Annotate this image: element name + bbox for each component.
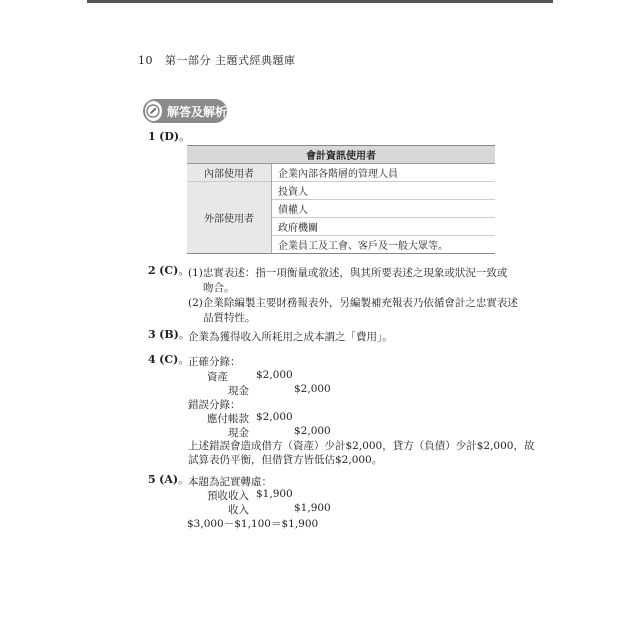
journal-credit-account: 收入 xyxy=(228,504,249,516)
q3-text: 企業為獲得收入所耗用之成本謂之「費用」。 xyxy=(188,331,393,343)
internal-users-label: 內部使用者 xyxy=(187,164,272,182)
info-users-table xyxy=(187,145,495,254)
question-number: 3 xyxy=(148,328,156,341)
page-number: 10 xyxy=(138,54,153,67)
pencil-icon xyxy=(145,101,162,121)
answer-choice: (C) xyxy=(159,264,179,277)
table-row xyxy=(187,164,495,182)
journal-debit-amount: $2,000 xyxy=(256,411,293,423)
internal-users-item: 企業內部各階層的管理人員 xyxy=(272,164,496,182)
question-3: 3 (B)。 xyxy=(148,328,190,341)
q4-explanation-line: 試算表仍平衡，但借貸方皆低估$2,000。 xyxy=(188,454,383,466)
journal-credit-amount: $2,000 xyxy=(294,383,331,395)
q5-intro: 本題為記實轉虛： xyxy=(188,476,272,488)
external-users-item: 投資人 xyxy=(272,182,496,200)
external-users-label: 外部使用者 xyxy=(187,182,272,254)
question-number: 4 xyxy=(148,353,156,366)
q2-text-line: (1)忠實表述：指一項衡量或敘述，與其所要表述之現象或狀況一致或 xyxy=(188,267,508,279)
correct-entry-label: 正確分錄： xyxy=(188,356,241,368)
q4-explanation-line: 上述錯誤會造成借方（資產）少計$2,000，貸方（負債）少計$2,000，故 xyxy=(188,440,535,452)
journal-credit-account: 現金 xyxy=(228,427,249,439)
top-rule xyxy=(87,0,553,3)
section-header xyxy=(143,99,227,123)
table-row xyxy=(187,182,495,200)
journal-debit-amount: $2,000 xyxy=(256,369,293,381)
section-title: 解答及解析 xyxy=(166,104,227,119)
question-number: 2 xyxy=(148,264,156,277)
journal-credit-account: 現金 xyxy=(228,385,249,397)
question-1: 1 (D)。 xyxy=(148,130,191,143)
question-number: 1 xyxy=(148,130,156,143)
q5-calculation: $3,000－$1,100＝$1,900 xyxy=(187,518,319,530)
table-header-row xyxy=(187,146,495,164)
external-users-item: 政府機關 xyxy=(272,218,496,236)
running-head xyxy=(138,52,296,68)
question-5: 5 (A)。 xyxy=(148,473,190,486)
table-header: 會計資訊使用者 xyxy=(187,146,495,164)
question-4: 4 (C)。 xyxy=(148,353,190,366)
external-users-item: 企業員工及工會、客戶及一般大眾等。 xyxy=(272,236,496,254)
q2-text-line: 吻合。 xyxy=(203,282,235,294)
answer-choice: (A) xyxy=(159,473,179,486)
question-number: 5 xyxy=(148,473,156,486)
journal-debit-account: 資產 xyxy=(207,371,228,383)
journal-debit-account: 應付帳款 xyxy=(207,413,249,425)
journal-debit-amount: $1,900 xyxy=(256,488,293,500)
journal-credit-amount: $2,000 xyxy=(294,425,331,437)
q2-text-line: 品質特性。 xyxy=(203,312,256,324)
journal-credit-amount: $1,900 xyxy=(294,502,331,514)
question-2: 2 (C)。 xyxy=(148,264,190,277)
answer-choice: (C) xyxy=(159,353,179,366)
answer-choice: (D) xyxy=(159,130,180,143)
journal-debit-account: 預收收入 xyxy=(207,490,249,502)
wrong-entry-label: 錯誤分錄： xyxy=(188,399,241,411)
external-users-item: 債權人 xyxy=(272,200,496,218)
answer-choice: (B) xyxy=(159,328,179,341)
running-head-title: 第一部分 主題式經典題庫 xyxy=(165,54,296,67)
q2-text-line: (2)企業除編製主要財務報表外，另編製補充報表乃依循會計之忠實表述 xyxy=(188,297,518,309)
